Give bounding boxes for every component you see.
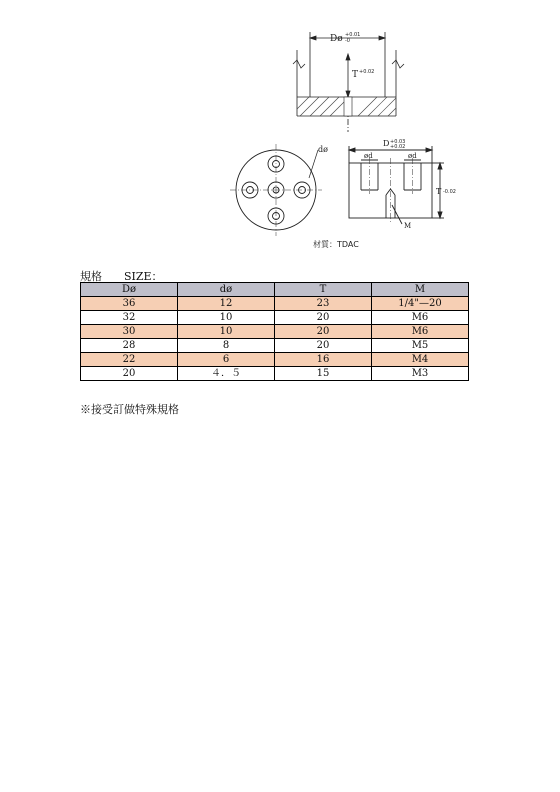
- cell-T: 20: [275, 325, 372, 339]
- cell-D: 20: [81, 367, 178, 381]
- side-d-label-1: ød: [364, 152, 373, 160]
- cell-M: M3: [372, 367, 469, 381]
- table-row: [81, 353, 469, 367]
- cell-D: 36: [81, 297, 178, 311]
- custom-order-note: ※接受訂做特殊規格: [80, 403, 179, 416]
- size-table: [80, 282, 469, 381]
- cell-D: 28: [81, 339, 178, 353]
- cell-D: 22: [81, 353, 178, 367]
- col-header-T: T: [275, 283, 372, 297]
- side-dim-label: D: [383, 139, 390, 148]
- size-heading-en: SIZE：: [124, 270, 163, 283]
- depth-tol: +0.02: [359, 69, 375, 75]
- cell-M: 1/4"—20: [372, 297, 469, 311]
- cell-d: ４．５: [178, 367, 275, 381]
- technical-drawing: [0, 0, 560, 262]
- cell-T: 15: [275, 367, 372, 381]
- cell-M: M5: [372, 339, 469, 353]
- side-d-label-2: ød: [408, 152, 417, 160]
- table-row: [81, 297, 469, 311]
- col-header-d: dø: [178, 283, 275, 297]
- cell-M: M4: [372, 353, 469, 367]
- cell-d: 8: [178, 339, 275, 353]
- side-tol-lower: +0.02: [390, 144, 406, 150]
- cell-d: 12: [178, 297, 275, 311]
- cell-T: 23: [275, 297, 372, 311]
- side-tol-upper: +0.03: [390, 139, 406, 145]
- cell-D: 30: [81, 325, 178, 339]
- material-caption: 材質：TDAC: [313, 240, 359, 249]
- top-dim-label: Dø: [330, 34, 343, 44]
- cell-M: M6: [372, 325, 469, 339]
- cell-d: 10: [178, 311, 275, 325]
- cell-M: M6: [372, 311, 469, 325]
- cell-T: 16: [275, 353, 372, 367]
- cell-d: 6: [178, 353, 275, 367]
- cell-D: 32: [81, 311, 178, 325]
- cell-T: 20: [275, 339, 372, 353]
- thread-label: M: [404, 222, 412, 230]
- top-tol-lower: -0: [345, 38, 350, 44]
- col-header-M: M: [372, 283, 469, 297]
- cell-d: 10: [178, 325, 275, 339]
- side-height-label: T: [436, 187, 442, 196]
- table-header-row: [81, 283, 469, 297]
- table-row: [81, 339, 469, 353]
- cell-T: 20: [275, 311, 372, 325]
- depth-label: T: [352, 70, 359, 80]
- side-height-tol: -0.02: [443, 189, 456, 195]
- top-tol-upper: +0.01: [345, 32, 361, 38]
- table-row: [81, 325, 469, 339]
- size-heading-zh: 規格: [80, 270, 102, 283]
- small-hole-label: dø: [318, 145, 328, 154]
- table-row: [81, 311, 469, 325]
- table-row: [81, 367, 469, 381]
- col-header-D: Dø: [81, 283, 178, 297]
